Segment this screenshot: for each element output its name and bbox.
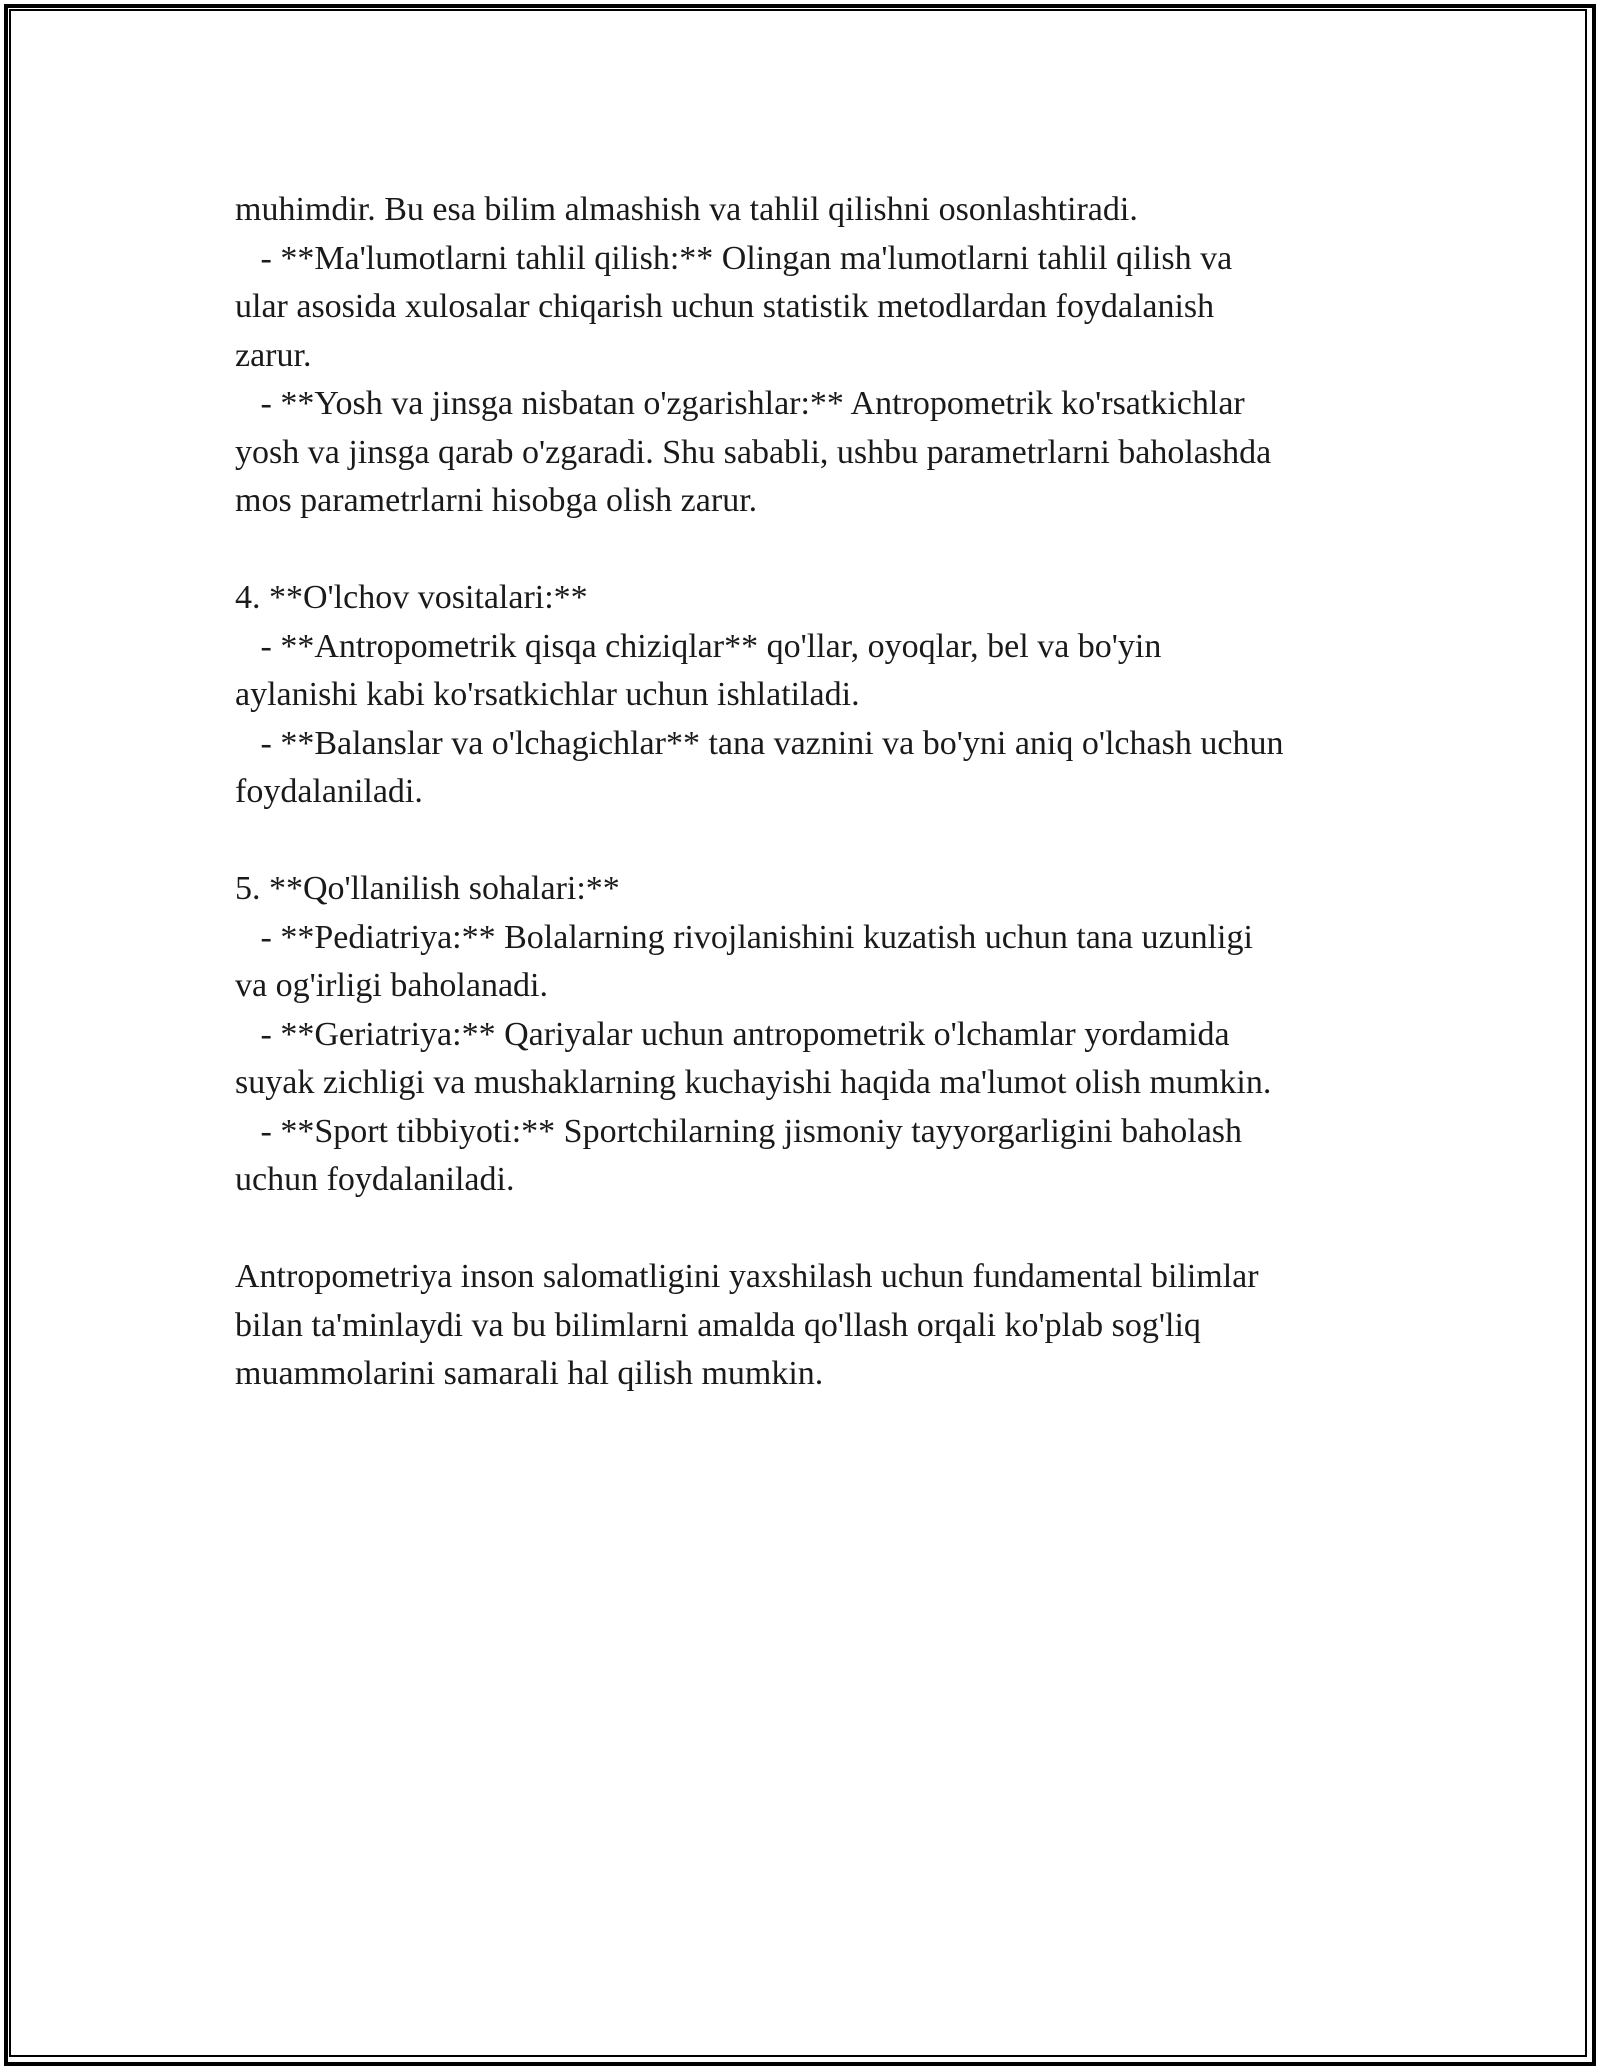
text-line: - **Balanslar va o'lchagichlar** tana vaznini va bo'yni aniq o'lchash uchun	[235, 724, 1284, 762]
text-line: mos parametrlarni hisobga olish zarur.	[235, 482, 758, 519]
text-line: zarur.	[235, 336, 312, 374]
text-line: yosh va jinsga qarab o'zgaradi. Shu sababli, ushbu parametrlarni baholashda	[235, 433, 1272, 471]
text-line: muammolarini samarali hal qilish mumkin.	[235, 1355, 824, 1392]
paragraph-gap	[235, 1205, 1395, 1254]
text-line: bilan ta'minlaydi va bu bilimlarni amalda qo'llash orqali ko'plab sog'liq	[235, 1306, 1201, 1344]
section-heading: 4. **O'lchov vositalari:**	[235, 579, 588, 616]
text-line: - **Geriatriya:** Qariyalar uchun antropometrik o'lchamlar yordamida	[235, 1015, 1230, 1053]
paragraph-gap	[235, 817, 1395, 866]
text-line: muhimdir. Bu esa bilim almashish va tahlil qilishni osonlashtiradi.	[235, 191, 1138, 228]
text-line: - **Yosh va jinsga nisbatan o'zgarishlar:** Antropometrik ko'rsatkichlar	[235, 385, 1245, 422]
paragraph-gap	[235, 526, 1395, 575]
section-heading: 5. **Qo'llanilish sohalari:**	[235, 870, 620, 907]
text-line: Antropometriya inson salomatligini yaxshilash uchun fundamental bilimlar	[235, 1258, 1259, 1295]
text-line: foydalaniladi.	[235, 773, 423, 810]
text-line: - **Pediatriya:** Bolalarning rivojlanishini kuzatish uchun tana uzunligi	[235, 918, 1253, 956]
text-line: suyak zichligi va mushaklarning kuchayishi haqida ma'lumot olish mumkin.	[235, 1064, 1272, 1101]
text-line: - **Sport tibbiyoti:** Sportchilarning jismoniy tayyorgarligini baholash	[235, 1112, 1243, 1150]
text-line: va og'irligi baholanadi.	[235, 967, 548, 1004]
document-body	[235, 186, 1395, 1399]
text-line: - **Ma'lumotlarni tahlil qilish:** Olingan ma'lumotlarni tahlil qilish va	[235, 239, 1233, 277]
text-line: uchun foydalaniladi.	[235, 1161, 515, 1198]
text-line: - **Antropometrik qisqa chiziqlar** qo'llar, oyoqlar, bel va bo'yin	[235, 627, 1162, 665]
text-line: aylanishi kabi ko'rsatkichlar uchun ishlatiladi.	[235, 676, 860, 713]
text-line: ular asosida xulosalar chiqarish uchun statistik metodlardan foydalanish	[235, 288, 1215, 325]
